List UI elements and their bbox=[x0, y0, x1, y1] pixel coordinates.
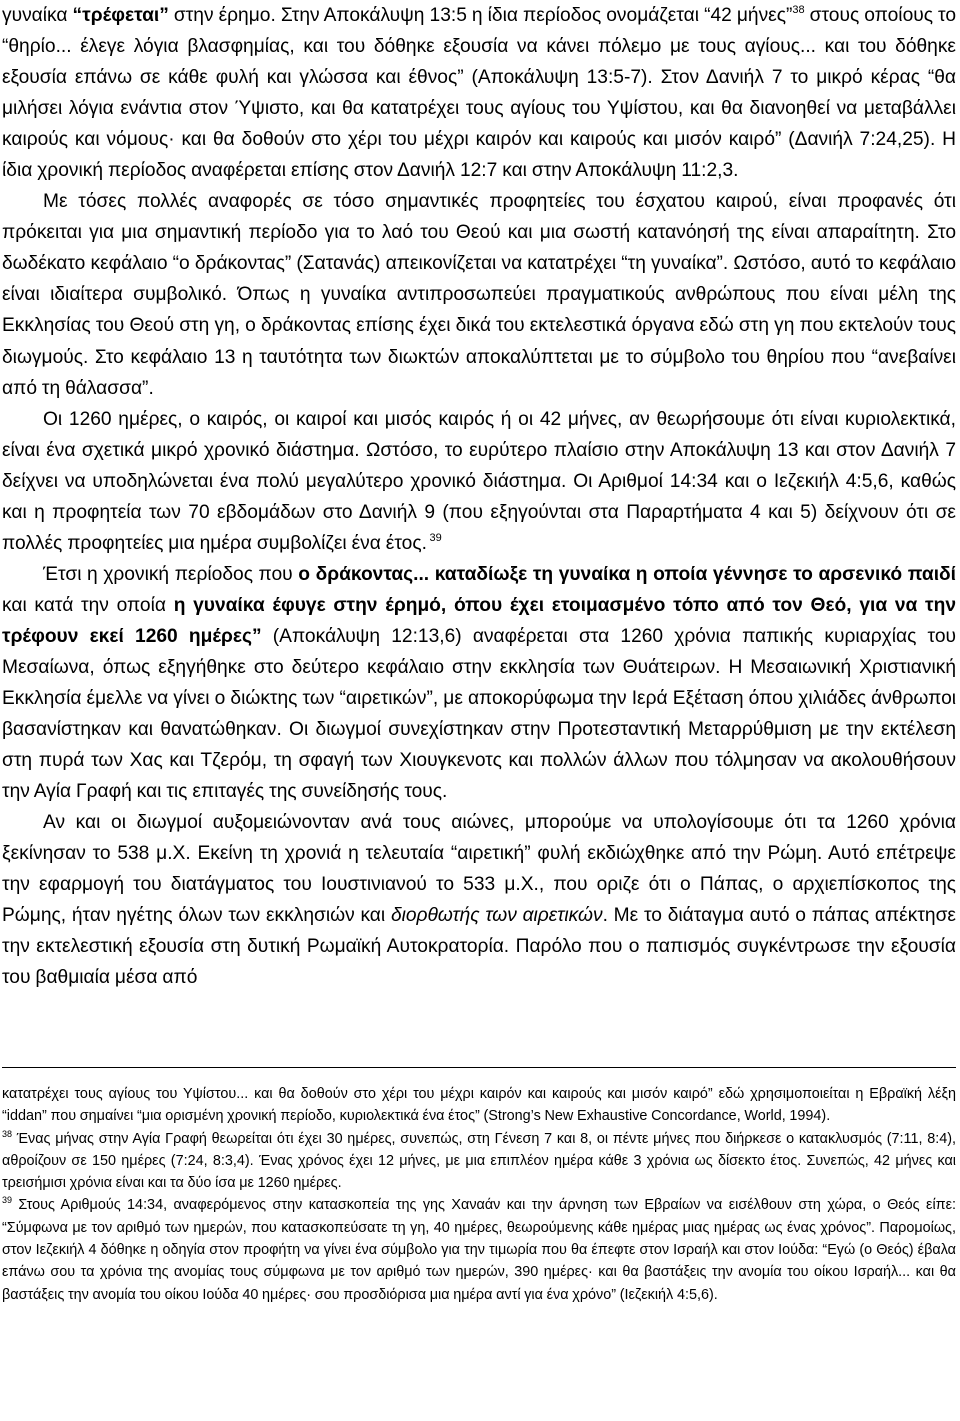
footnotes bbox=[2, 1083, 956, 1306]
footnote-ref-39[interactable]: 39 bbox=[426, 531, 442, 544]
main-text bbox=[2, 0, 956, 994]
text-run: και κατά την οποία bbox=[2, 594, 174, 616]
text-run: στους οποίους το “θηρίο... έλεγε λόγια βλασφημίας, και του δόθηκε εξουσία να κάνει πόλεμο με τους αγίους... και του δόθηκε εξουσία επάνω σε κάθε φυλή και γλώσσα και έθνος” (Αποκάλυψη 13:5-7). Στον Δανιήλ 7 το μικρό κέρας “θα μιλήσει λόγια ενάντια στον Ύψιστο, και θα κατατρέχει τους αγίους του Υψίστου, και θα διανοηθεί να μεταβάλλει καιρούς και νόμους· και θα δοθούν στο χέρι του μέχρι καιρόν και καιρούς και μισόν καιρό” (Δανιήλ 7:24,25). Η ίδια χρονική περίοδος αναφέρεται επίσης στον Δανιήλ 12:7 και στην Αποκάλυψη 11:2,3. bbox=[2, 5, 957, 182]
text-run: Αν και οι διωγμοί αυξομειώνονταν ανά τους αιώνες, μπορούμε να υπολογίσουμε ότι τα 1260 χρόνια ξεκίνησαν το 538 μ.Χ. Εκείνη τη χρονιά η τελευταία “αιρετική” φυλή εκδιώχθηκε από την Ρώμη. Αυτό επέτρεψε την εφαρμογή του διατάγματος του Ιουστινιανού το 533 μ.Χ., που οριζε ότι ο Πάπας, ο αρχιεπίσκοπος της Ρώμης, ήταν ηγέτης όλων των εκκλησιών και bbox=[2, 812, 956, 927]
paragraph-2: Με τόσες πολλές αναφορές σε τόσο σημαντικές προφητείες του έσχατου καιρού, είναι προφανές ότι πρόκειται για μια σημαντική περίοδο για το λαό του Θεού και μια σωστή κατανόησή της είναι απαραίτητη. Στο δωδέκατο κεφάλαιο “ο δράκοντας” (Σατανάς) απεικονίζεται να κατατρέχει “τη γυναίκα”. Ωστόσο, αυτό το κεφάλαιο είναι ιδιαίτερα συμβολικό. Όπως η γυναίκα αντιπροσωπεύει πραγματικούς ανθρώπους που είναι μέλη της Εκκλησίας του Θεού στη γη, ο δράκοντας επίσης έχει δικά του εκτελεστικά όργανα εδώ στη γη που εκτελούν τους διωγμούς. Στο κεφάλαιο 13 η ταυτότητα των διωκτών αποκαλύπτεται με το σύμβολο του θηρίου που “ανεβαίνει από τη θάλασσα”. bbox=[2, 191, 956, 399]
footnote-text: Στους Αριθμούς 14:34, αναφερόμενος στην κατασκοπεία της γης Χαναάν και την άρνηση των Εβραίων να εισέλθουν στη χώρα, ο Θεός είπε: “Σύμφωνα με τον αριθμό των ημερών, που κατασκοπεύσατε τη γη, 40 ημέρες, θεωρούμενης κάθε ημέρας μιας ημέρας ως ένας χρόνος”. Παρομοίως, στον Ιεζεκιήλ 4 δόθηκε η οδηγία στον προφήτη να γίνει ένα σύμβολο για την τιμωρία που θα έπεφτε στον Ισραήλ και στον Ιούδα: “Εγώ (ο Θεός) έβαλα επάνω σου τα χρόνια της ανομίας τους σύμφωνα με τον αριθμό των ημερών, 390 ημέρες· και θα βαστάξεις την ανομία του οίκου Ισραήλ... και θα βαστάξεις την ανομία του οίκου Ιούδα 40 ημέρες· σου προσδιόρισα μια ημέρα αντί για ένα χρόνο” (Ιεζεκιήλ 4:5,6). bbox=[2, 1197, 956, 1303]
footnote-number: 38 bbox=[2, 1128, 13, 1139]
text-run: . Με το διάταγμα αυτό ο πάπας απέκτησε την εκτελεστική εξουσία στη δυτική Ρωμαϊκή Αυτοκρατορία. Παρόλο που ο παπισμός συγκέντρωσε την εξουσία του βαθμιαία μέσα από bbox=[2, 905, 956, 989]
paragraph-3 bbox=[2, 404, 956, 559]
bold-run: η γυναίκα έφυγε στην έρημό, όπου έχει ετοιμασμένο τόπο από τον Θεό, για να την τρέφουν εκεί 1260 ημέρες” bbox=[2, 594, 956, 647]
footnote-text: Ένας μήνας στην Αγία Γραφή θεωρείται ότι έχει 30 ημέρες, συνεπώς, στη Γένεση 7 και 8, οι πέντε μήνες που διήρκεσε ο κατακλυσμός (7:11, 8:4), αθροίζουν σε 150 ημέρες (7:24, 8:3,4). Ένας χρόνος έχει 12 μήνες, με μια επιπλέον ημέρα κάθε 3 χρόνια ως δίσεκτο έτος. Συνεπώς, 42 μήνες και τρεισήμισι χρόνια είναι και τα δύο ίσα με 1260 ημέρες. bbox=[2, 1130, 956, 1192]
paragraph-1 bbox=[2, 0, 956, 186]
bold-run: ο δράκοντας... καταδίωξε τη γυναίκα η οποία γέννησε το αρσενικό παιδί bbox=[298, 563, 956, 585]
text-run: Έτσι η χρονική περίοδος που bbox=[43, 563, 299, 585]
text-run: στην έρημο. Στην Αποκάλυψη 13:5 η ίδια περίοδος ονομάζεται “42 μήνες” bbox=[168, 5, 793, 26]
footnote-divider bbox=[2, 1067, 956, 1068]
footnote-39 bbox=[2, 1194, 956, 1305]
italic-run: διορθωτής των αιρετικών bbox=[390, 905, 603, 927]
footnote-number: 39 bbox=[2, 1195, 13, 1206]
footnote-38 bbox=[2, 1128, 956, 1195]
footnote-continuation: κατατρέχει τους αγίους του Υψίστου... και θα δοθούν στο χέρι του μέχρι καιρόν και καιρούς και μισόν καιρό” εδώ χρησιμοποιείται η Εβραϊκή λέξη “iddan” που σημαίνει “μια ορισμένη χρονική περίοδο, κυριολεκτικά ένα έτος” (Strong’s New Exhaustive Concordance, World, 1994). bbox=[2, 1086, 956, 1125]
paragraph-5 bbox=[2, 807, 956, 993]
bold-run: “τρέφεται” bbox=[72, 5, 169, 26]
paragraph-4 bbox=[2, 559, 956, 807]
footnote-ref-38[interactable]: 38 bbox=[792, 4, 805, 16]
text-run: Οι 1260 ημέρες, ο καιρός, οι καιροί και μισός καιρός ή οι 42 μήνες, αν θεωρήσουμε ότι είναι κυριολεκτικά, είναι ένα σχετικά μικρό χρονικό διάστημα. Ωστόσο, το ευρύτερο πλαίσιο στην Αποκάλυψη 13 και στον Δανιήλ 7 δείχνει να υποδηλώνεται ένα πολύ μεγαλύτερο χρονικό διάστημα. Οι Αριθμοί 14:34 και ο Ιεζεκιήλ 4:5,6, καθώς και η προφητεία των 70 εβδομάδων στο Δανιήλ 9 (που εξηγούνται στα Παραρτήματα 4 και 5) δείχνουν ότι σε πολλές προφητείες μια ημέρα συμβολίζει ένα έτος. bbox=[2, 408, 956, 554]
text-run: (Αποκάλυψη 12:13,6) αναφέρεται στα 1260 χρόνια παπικής κυριαρχίας του Μεσαίωνα, όπως εξηγήθηκε στο δεύτερο κεφάλαιο στην εκκλησία των Θυάτειρων. Η Μεσαιωνική Χριστιανική Εκκλησία έμελλε να γίνει ο διώκτης των “αιρετικών”, με αποκορύφωμα την Ιερά Εξέταση όπου χιλιάδες άνθρωποι βασανίστηκαν και θανατώθηκαν. Οι διωγμοί συνεχίστηκαν στην Προτεσταντική Μεταρρύθμιση με την εκτέλεση στη πυρά των Χας και Τζερόμ, τη σφαγή των Χιουγκενοτς και πολλών άλλων που τόλμησαν να ακολουθήσουν την Αγία Γραφή και τις επιταγές της συνείδησής τους. bbox=[2, 625, 956, 803]
text-run: γυναίκα bbox=[2, 5, 73, 26]
